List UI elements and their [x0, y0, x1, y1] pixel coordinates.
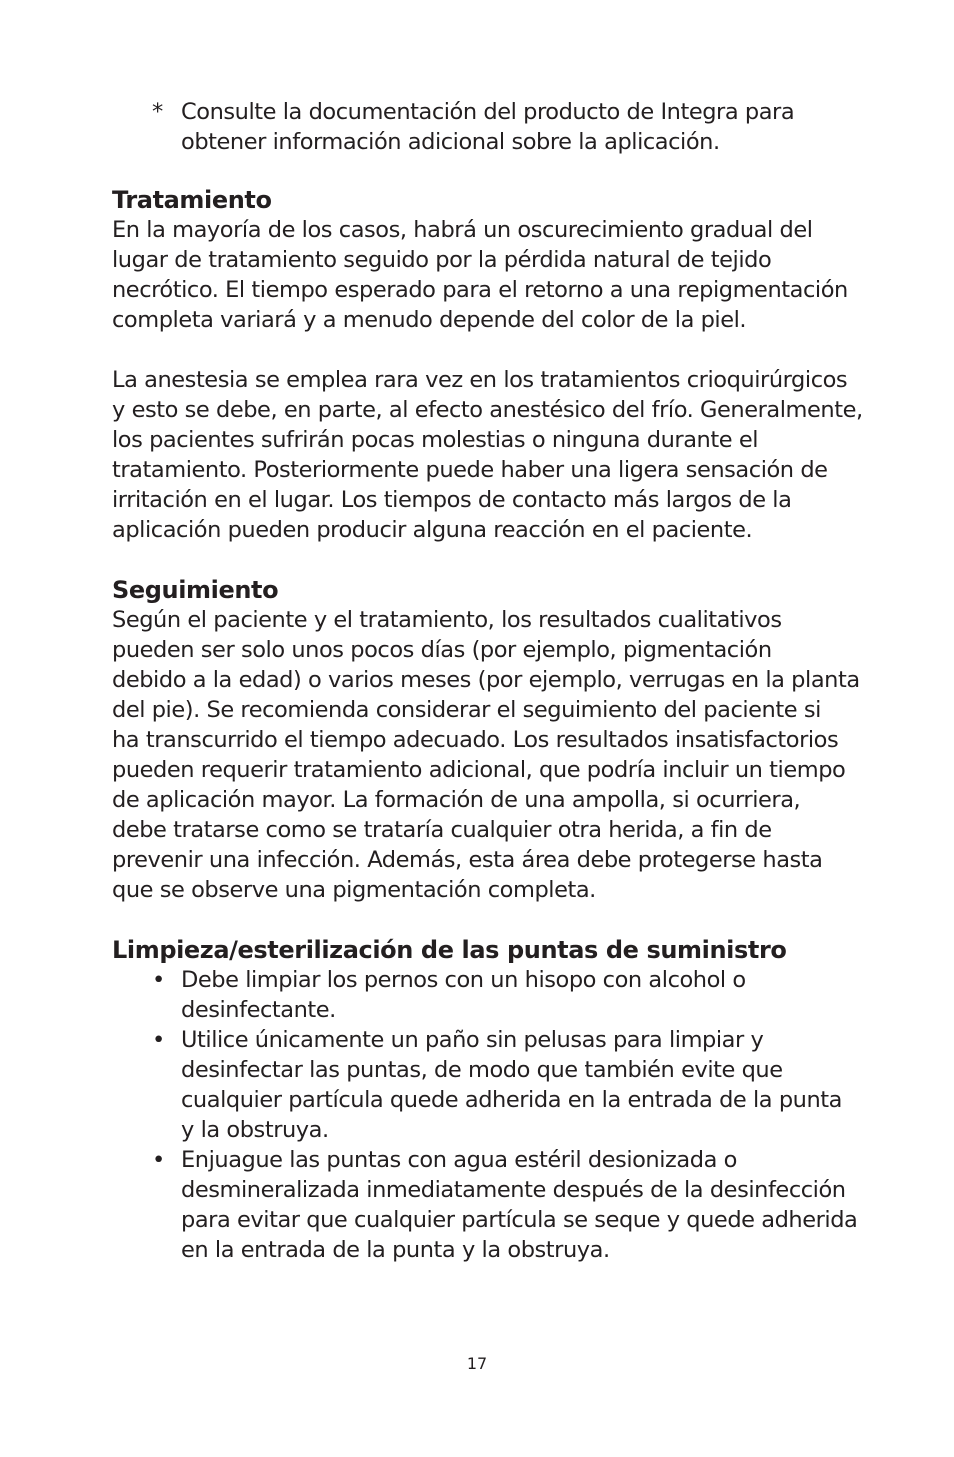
text-line: para evitar que cualquier partícula se seque y quede adherida [181, 1207, 858, 1233]
text-line: de aplicación mayor. La formación de una ampolla, si ocurriera, [112, 787, 801, 813]
section-heading-tratamiento: Tratamiento [112, 186, 272, 214]
text-line: en la entrada de la punta y la obstruya. [181, 1237, 610, 1263]
page-content [112, 97, 872, 1265]
text-line: Según el paciente y el tratamiento, los resultados cualitativos [112, 607, 782, 633]
bullet-mark: • [152, 1147, 166, 1173]
section-heading-seguimiento: Seguimiento [112, 576, 279, 604]
text-line: necrótico. El tiempo esperado para el retorno a una repigmentación [112, 277, 848, 303]
text-line: Utilice únicamente un paño sin pelusas para limpiar y [181, 1027, 764, 1053]
text-line: Enjuague las puntas con agua estéril desionizada o [181, 1147, 737, 1173]
list-item [112, 1025, 872, 1145]
bullet-mark: • [152, 967, 166, 993]
text-line: desmineralizada inmediatamente después de la desinfección [181, 1177, 846, 1203]
paragraph-tratamiento-2 [112, 365, 872, 545]
text-line: los pacientes sufrirán pocas molestias o ninguna durante el [112, 427, 759, 453]
footnote [112, 97, 872, 157]
text-line: debido a la edad) o varios meses (por ejemplo, verrugas en la planta [112, 667, 860, 693]
text-line: del pie). Se recomienda considerar el seguimiento del paciente si [112, 697, 821, 723]
page-number: 17 [466, 1354, 488, 1373]
footnote-line: obtener información adicional sobre la aplicación. [181, 129, 720, 155]
text-line: desinfectante. [181, 997, 336, 1023]
text-line: y esto se debe, en parte, al efecto anestésico del frío. Generalmente, [112, 397, 863, 423]
text-line: pueden ser solo unos pocos días (por ejemplo, pigmentación [112, 637, 772, 663]
text-line: completa variará y a menudo depende del color de la piel. [112, 307, 747, 333]
bullet-mark: • [152, 1027, 166, 1053]
text-line: aplicación pueden producir alguna reacción en el paciente. [112, 517, 753, 543]
paragraph-tratamiento-1 [112, 215, 872, 335]
list-item [112, 965, 872, 1025]
text-line: que se observe una pigmentación completa. [112, 877, 596, 903]
text-line: debe tratarse como se trataría cualquier otra herida, a fin de [112, 817, 772, 843]
text-line: cualquier partícula quede adherida en la entrada de la punta [181, 1087, 842, 1113]
text-line: tratamiento. Posteriormente puede haber una ligera sensación de [112, 457, 828, 483]
text-line: prevenir una infección. Además, esta área debe protegerse hasta [112, 847, 823, 873]
text-line: lugar de tratamiento seguido por la pérdida natural de tejido [112, 247, 772, 273]
text-line: En la mayoría de los casos, habrá un oscurecimiento gradual del [112, 217, 813, 243]
list-item [112, 1145, 872, 1265]
text-line: irritación en el lugar. Los tiempos de contacto más largos de la [112, 487, 792, 513]
text-line: desinfectar las puntas, de modo que también evite que [181, 1057, 783, 1083]
text-line: ha transcurrido el tiempo adecuado. Los resultados insatisfactorios [112, 727, 839, 753]
text-line: y la obstruya. [181, 1117, 329, 1143]
footnote-line: Consulte la documentación del producto de Integra para [181, 99, 795, 125]
asterisk-mark: * [152, 99, 164, 125]
text-line: pueden requerir tratamiento adicional, que podría incluir un tiempo [112, 757, 846, 783]
text-line: La anestesia se emplea rara vez en los tratamientos crioquirúrgicos [112, 367, 848, 393]
paragraph-seguimiento [112, 605, 872, 905]
section-heading-limpieza: Limpieza/esterilización de las puntas de suministro [112, 936, 787, 964]
bullet-list [112, 965, 872, 1265]
text-line: Debe limpiar los pernos con un hisopo con alcohol o [181, 967, 746, 993]
